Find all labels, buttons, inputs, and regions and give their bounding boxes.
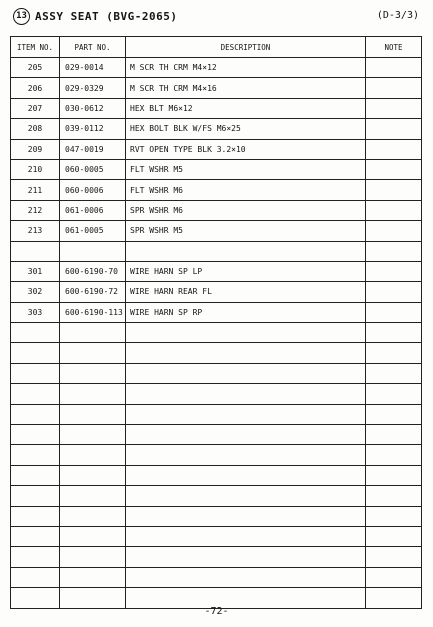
table-row	[11, 159, 422, 179]
table-row	[11, 506, 422, 526]
part-no-cell: 061-0005	[60, 221, 126, 241]
table-row	[11, 526, 422, 546]
note-cell	[366, 98, 422, 118]
note-cell	[366, 241, 422, 261]
note-cell	[366, 465, 422, 485]
description-cell: WIRE HARN SP RP	[126, 302, 366, 322]
item-no-cell	[11, 445, 60, 465]
description-cell	[126, 425, 366, 445]
item-no-cell: 206	[11, 78, 60, 98]
item-no-cell: 302	[11, 282, 60, 302]
part-no-cell	[60, 465, 126, 485]
note-cell	[366, 302, 422, 322]
part-no-cell: 029-0329	[60, 78, 126, 98]
column-header-description: DESCRIPTION	[126, 37, 366, 58]
description-cell: M SCR TH CRM M4×12	[126, 58, 366, 78]
note-cell	[366, 404, 422, 424]
table-row	[11, 302, 422, 322]
table-row	[11, 241, 422, 261]
description-cell	[126, 506, 366, 526]
part-no-cell: 060-0005	[60, 159, 126, 179]
part-no-cell	[60, 323, 126, 343]
description-cell	[126, 363, 366, 383]
table-row	[11, 425, 422, 445]
part-no-cell	[60, 384, 126, 404]
item-no-cell: 205	[11, 58, 60, 78]
part-no-cell: 061-0006	[60, 200, 126, 220]
page-reference: (D-3/3)	[376, 10, 419, 21]
note-cell	[366, 180, 422, 200]
table-row	[11, 323, 422, 343]
table-row	[11, 445, 422, 465]
description-cell	[126, 241, 366, 261]
item-no-cell: 212	[11, 200, 60, 220]
description-cell: FLT WSHR M5	[126, 159, 366, 179]
table-row	[11, 58, 422, 78]
table-row	[11, 139, 422, 159]
note-cell	[366, 486, 422, 506]
item-no-cell	[11, 567, 60, 587]
note-cell	[366, 547, 422, 567]
table-row	[11, 78, 422, 98]
part-no-cell: 600-6190-113	[60, 302, 126, 322]
item-no-cell	[11, 486, 60, 506]
part-no-cell	[60, 363, 126, 383]
table-body	[11, 58, 422, 609]
note-cell	[366, 282, 422, 302]
note-cell	[366, 363, 422, 383]
item-no-cell: 208	[11, 119, 60, 139]
page-title: ASSY SEAT (BVG-2065)	[35, 10, 178, 23]
description-cell: WIRE HARN REAR FL	[126, 282, 366, 302]
table-header-row	[11, 37, 422, 58]
note-cell	[366, 567, 422, 587]
note-cell	[366, 261, 422, 281]
column-header-note: NOTE	[366, 37, 422, 58]
note-cell	[366, 506, 422, 526]
description-cell: FLT WSHR M6	[126, 180, 366, 200]
note-cell	[366, 526, 422, 546]
description-cell	[126, 567, 366, 587]
note-cell	[366, 78, 422, 98]
item-no-cell	[11, 363, 60, 383]
item-no-cell: 303	[11, 302, 60, 322]
table-row	[11, 119, 422, 139]
item-no-cell	[11, 241, 60, 261]
table-row	[11, 404, 422, 424]
column-header-item-no: ITEM NO.	[11, 37, 60, 58]
part-no-cell	[60, 526, 126, 546]
note-cell	[366, 58, 422, 78]
table-row	[11, 98, 422, 118]
description-cell: M SCR TH CRM M4×16	[126, 78, 366, 98]
description-cell: SPR WSHR M5	[126, 221, 366, 241]
description-cell	[126, 547, 366, 567]
page-header	[13, 7, 421, 29]
table-row	[11, 282, 422, 302]
description-cell: RVT OPEN TYPE BLK 3.2×10	[126, 139, 366, 159]
part-no-cell	[60, 588, 126, 608]
note-cell	[366, 323, 422, 343]
note-cell	[366, 384, 422, 404]
table-row	[11, 465, 422, 485]
part-no-cell: 029-0014	[60, 58, 126, 78]
item-no-cell	[11, 547, 60, 567]
part-no-cell: 047-0019	[60, 139, 126, 159]
item-no-cell: 211	[11, 180, 60, 200]
item-no-cell: 213	[11, 221, 60, 241]
part-no-cell: 600-6190-72	[60, 282, 126, 302]
table-row	[11, 567, 422, 587]
table-row	[11, 200, 422, 220]
part-no-cell: 060-0006	[60, 180, 126, 200]
table-row	[11, 588, 422, 608]
table-row	[11, 261, 422, 281]
table-row	[11, 221, 422, 241]
description-cell	[126, 445, 366, 465]
table-row	[11, 547, 422, 567]
description-cell	[126, 465, 366, 485]
item-no-cell	[11, 526, 60, 546]
parts-table	[10, 36, 422, 609]
item-no-cell	[11, 323, 60, 343]
item-no-cell	[11, 343, 60, 363]
item-no-cell: 207	[11, 98, 60, 118]
table-row	[11, 384, 422, 404]
table-row	[11, 343, 422, 363]
note-cell	[366, 139, 422, 159]
description-cell: HEX BOLT BLK W/FS M6×25	[126, 119, 366, 139]
description-cell	[126, 526, 366, 546]
part-no-cell	[60, 425, 126, 445]
item-no-cell: 301	[11, 261, 60, 281]
description-cell: SPR WSHR M6	[126, 200, 366, 220]
part-no-cell	[60, 404, 126, 424]
note-cell	[366, 221, 422, 241]
item-no-cell	[11, 465, 60, 485]
note-cell	[366, 159, 422, 179]
description-cell: HEX BLT M6×12	[126, 98, 366, 118]
item-no-cell	[11, 588, 60, 608]
note-cell	[366, 119, 422, 139]
table-row	[11, 363, 422, 383]
part-no-cell: 039-0112	[60, 119, 126, 139]
description-cell	[126, 323, 366, 343]
table-row	[11, 486, 422, 506]
note-cell	[366, 588, 422, 608]
note-cell	[366, 343, 422, 363]
item-no-cell	[11, 404, 60, 424]
description-cell: WIRE HARN SP LP	[126, 261, 366, 281]
table-row	[11, 180, 422, 200]
part-no-cell	[60, 506, 126, 526]
column-header-part-no: PART NO.	[60, 37, 126, 58]
page-number: -72-	[204, 606, 229, 617]
note-cell	[366, 425, 422, 445]
description-cell	[126, 384, 366, 404]
part-no-cell	[60, 547, 126, 567]
description-cell	[126, 404, 366, 424]
part-no-cell	[60, 343, 126, 363]
item-no-cell	[11, 506, 60, 526]
item-no-cell: 210	[11, 159, 60, 179]
item-no-cell: 209	[11, 139, 60, 159]
part-no-cell	[60, 486, 126, 506]
part-no-cell: 030-0612	[60, 98, 126, 118]
description-cell	[126, 343, 366, 363]
description-cell	[126, 588, 366, 608]
item-no-cell	[11, 384, 60, 404]
section-number-badge: 13	[13, 8, 30, 25]
part-no-cell	[60, 241, 126, 261]
description-cell	[126, 486, 366, 506]
note-cell	[366, 200, 422, 220]
part-no-cell	[60, 567, 126, 587]
note-cell	[366, 445, 422, 465]
item-no-cell	[11, 425, 60, 445]
part-no-cell	[60, 445, 126, 465]
part-no-cell: 600-6190-70	[60, 261, 126, 281]
